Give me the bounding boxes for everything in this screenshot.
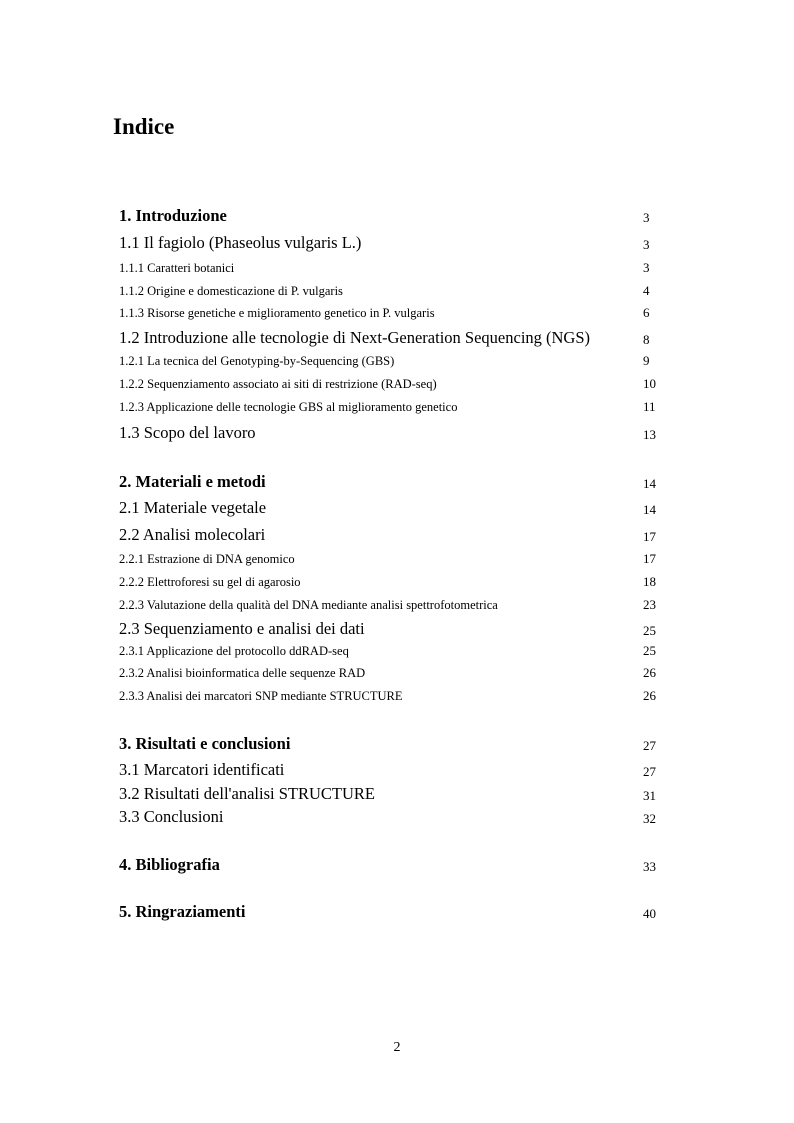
toc-entry-page: 25 (643, 643, 656, 658)
toc-entry-page: 32 (643, 811, 656, 826)
toc-entry-page: 26 (643, 688, 656, 703)
toc-entry-subsection[interactable] (119, 399, 659, 415)
toc-entry-subsection[interactable] (119, 643, 659, 659)
toc-entry-page: 9 (643, 353, 650, 368)
toc-entry-label: 2.3.2 Analisi bioinformatica delle sequenze RAD (119, 666, 366, 680)
toc-entry-label: 2.3 Sequenziamento e analisi dei dati (119, 619, 365, 638)
toc-entry-label: 2.1 Materiale vegetale (119, 498, 267, 517)
toc-entry-page: 8 (643, 332, 650, 347)
toc-entry-label: 1. Introduzione (119, 206, 227, 225)
toc-entry-chapter[interactable] (119, 902, 659, 922)
toc-entry-label: 2.3.3 Analisi dei marcatori SNP mediante STRUCTURE (119, 689, 403, 703)
toc-entry-subsection[interactable] (119, 551, 659, 567)
toc-entry-page: 27 (643, 764, 656, 779)
toc-entry-label: 1.1.1 Caratteri botanici (119, 261, 235, 275)
toc-entry-chapter[interactable] (119, 206, 659, 226)
toc-entry-label: 1.2 Introduzione alle tecnologie di Next-Generation Sequencing (NGS) (119, 328, 591, 347)
toc-entry-subsection[interactable] (119, 283, 659, 299)
toc-entry-label: 3. Risultati e conclusioni (119, 734, 291, 753)
toc-entry-page: 23 (643, 597, 656, 612)
toc-entry-page: 25 (643, 623, 656, 638)
toc-entry-page: 31 (643, 788, 656, 803)
toc-entry-label: 3.3 Conclusioni (119, 807, 224, 826)
toc-entry-page: 4 (643, 283, 650, 298)
toc-entry-label: 1.1.3 Risorse genetiche e miglioramento genetico in P. vulgaris (119, 306, 435, 320)
toc-entry-page: 13 (643, 427, 656, 442)
toc-entry-section[interactable] (119, 760, 659, 780)
page-number: 2 (393, 1040, 401, 1055)
toc-entry-subsection[interactable] (119, 305, 659, 321)
toc-entry-label: 2.2 Analisi molecolari (119, 525, 266, 544)
toc-entry-page: 11 (643, 399, 656, 414)
toc-entry-label: 1.2.2 Sequenziamento associato ai siti di restrizione (RAD-seq) (119, 377, 437, 391)
toc-entry-label: 1.3 Scopo del lavoro (119, 423, 256, 442)
toc-entry-subsection[interactable] (119, 353, 659, 369)
toc-entry-page: 14 (643, 476, 656, 491)
toc-entry-page: 26 (643, 665, 656, 680)
toc-entry-subsection[interactable] (119, 665, 659, 681)
toc-entry-label: 1.2.1 La tecnica del Genotyping-by-Sequencing (GBS) (119, 354, 395, 368)
toc-entry-page: 3 (643, 237, 650, 252)
toc-entry-label: 5. Ringraziamenti (119, 902, 246, 921)
toc-entry-page: 17 (643, 551, 656, 566)
toc-entry-chapter[interactable] (119, 472, 659, 492)
toc-entry-subsection[interactable] (119, 597, 659, 613)
toc-entry-section[interactable] (119, 498, 659, 518)
toc-entry-label: 1.1.2 Origine e domesticazione di P. vulgaris (119, 284, 343, 298)
toc-entry-page: 40 (643, 906, 656, 921)
toc-entry-page: 3 (643, 260, 650, 275)
toc-entry-section[interactable] (119, 619, 659, 639)
toc-entry-page: 17 (643, 529, 656, 544)
toc-entry-section[interactable] (119, 233, 659, 253)
toc-entry-page: 33 (643, 859, 656, 874)
toc-entry-label: 2.2.1 Estrazione di DNA genomico (119, 552, 295, 566)
toc-entry-label: 2.3.1 Applicazione del protocollo ddRAD-seq (119, 644, 349, 658)
toc-entry-section[interactable] (119, 525, 659, 545)
toc-entry-section[interactable] (119, 807, 659, 827)
toc-entry-page: 18 (643, 574, 656, 589)
toc-entry-page: 10 (643, 376, 656, 391)
toc-entry-section[interactable] (119, 784, 659, 804)
toc-entry-page: 6 (643, 305, 650, 320)
toc-entry-label: 1.1 Il fagiolo (Phaseolus vulgaris L.) (119, 233, 362, 252)
toc-entry-label: 3.2 Risultati dell'analisi STRUCTURE (119, 784, 375, 803)
toc-entry-page: 27 (643, 738, 656, 753)
toc-entry-subsection[interactable] (119, 688, 659, 704)
toc-entry-section[interactable] (119, 328, 659, 348)
toc-entry-subsection[interactable] (119, 376, 659, 392)
toc-entry-label: 2.2.3 Valutazione della qualità del DNA mediante analisi spettrofotometrica (119, 598, 498, 612)
toc-entry-label: 2.2.2 Elettroforesi su gel di agarosio (119, 575, 301, 589)
toc-entry-chapter[interactable] (119, 734, 659, 754)
toc-entry-label: 1.2.3 Applicazione delle tecnologie GBS al miglioramento genetico (119, 400, 458, 414)
toc-entry-page: 3 (643, 210, 650, 225)
toc-entry-subsection[interactable] (119, 260, 659, 276)
toc-entry-page: 14 (643, 502, 656, 517)
toc-entry-chapter[interactable] (119, 855, 659, 875)
toc-entry-subsection[interactable] (119, 574, 659, 590)
toc-entry-label: 2. Materiali e metodi (119, 472, 266, 491)
toc-entry-label: 4. Bibliografia (119, 855, 220, 874)
page-title: Indice (113, 114, 175, 139)
toc-entry-label: 3.1 Marcatori identificati (119, 760, 285, 779)
toc-entry-section[interactable] (119, 423, 659, 443)
